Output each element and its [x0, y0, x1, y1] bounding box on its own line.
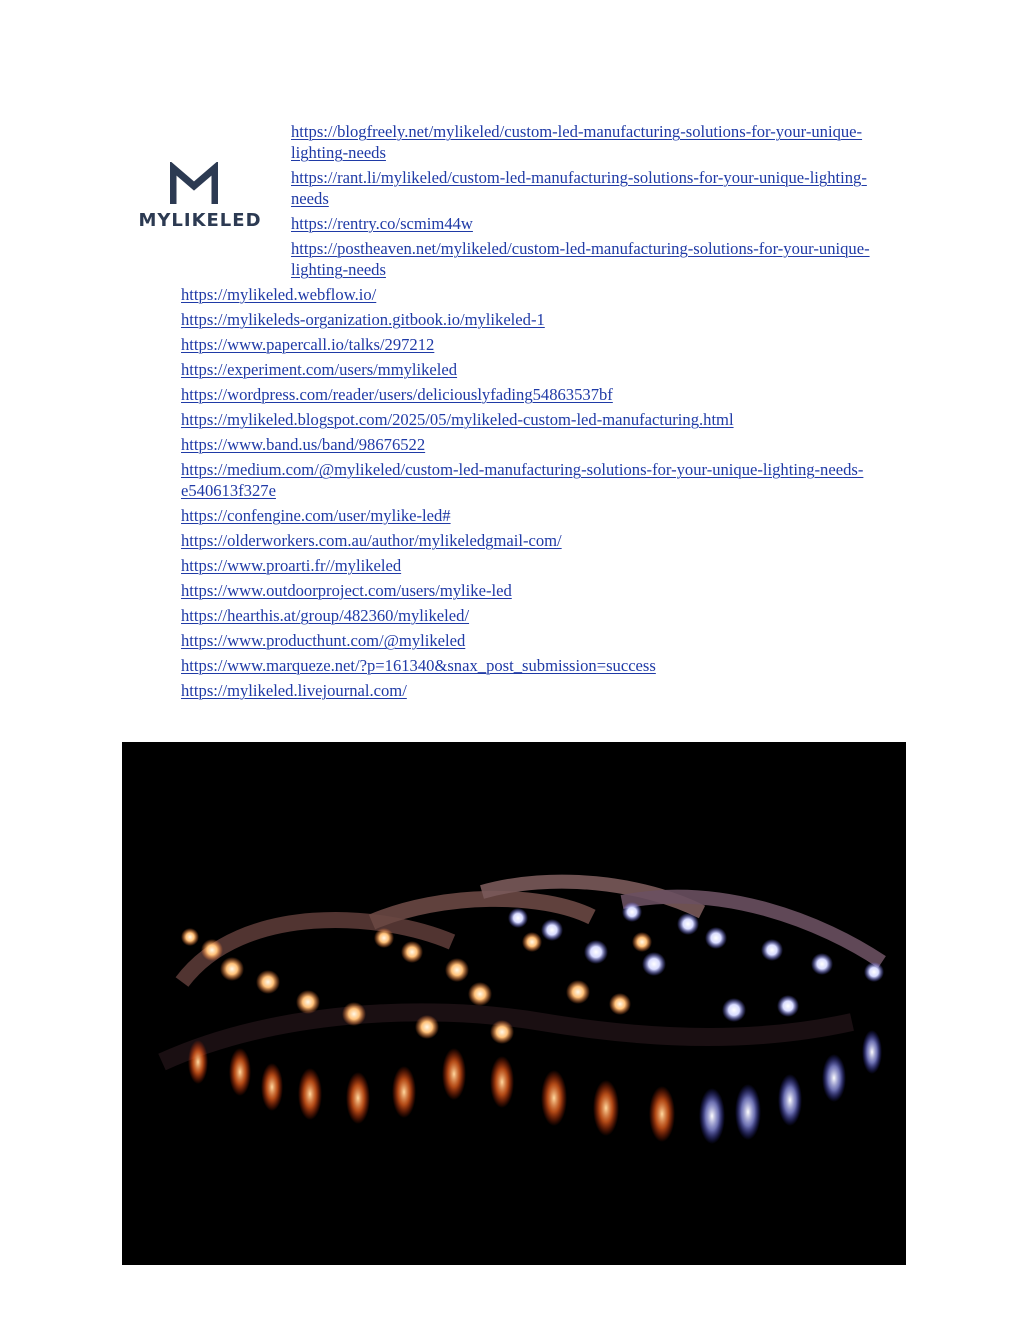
top-link-list	[291, 121, 891, 284]
link-item[interactable]: https://experiment.com/users/mmylikeled	[181, 360, 458, 379]
link-item[interactable]: https://www.outdoorproject.com/users/mylike-led	[181, 581, 512, 600]
link-item[interactable]: https://rentry.co/scmim44w	[291, 214, 473, 233]
link-list	[181, 284, 901, 705]
link-item[interactable]: https://wordpress.com/reader/users/deliciouslyfading54863537bf	[181, 385, 613, 404]
link-item[interactable]: https://hearthis.at/group/482360/mylikeled/	[181, 606, 470, 625]
link-item[interactable]: https://postheaven.net/mylikeled/custom-led-manufacturing-solutions-for-your-unique-lighting-needs	[291, 239, 870, 279]
link-item[interactable]: https://olderworkers.com.au/author/mylikeledgmail-com/	[181, 531, 562, 550]
link-item[interactable]: https://www.band.us/band/98676522	[181, 435, 426, 454]
mylikeled-logo	[130, 160, 270, 240]
link-item[interactable]: https://medium.com/@mylikeled/custom-led-manufacturing-solutions-for-your-unique-lighting-needs-e540613f327e	[181, 460, 864, 500]
link-item[interactable]: https://confengine.com/user/mylike-led#	[181, 506, 451, 525]
led-strip-photo	[122, 742, 906, 1265]
link-item[interactable]: https://mylikeled.blogspot.com/2025/05/mylikeled-custom-led-manufacturing.html	[181, 410, 734, 429]
link-item[interactable]: https://www.marqueze.net/?p=161340&snax_post_submission=success	[181, 656, 656, 675]
led-strip-illustration	[122, 742, 906, 1265]
link-item[interactable]: https://blogfreely.net/mylikeled/custom-led-manufacturing-solutions-for-your-unique-lighting-needs	[291, 122, 863, 162]
m-logo-icon	[170, 162, 218, 206]
link-item[interactable]: https://www.producthunt.com/@mylikeled	[181, 631, 466, 650]
link-item[interactable]: https://mylikeled.webflow.io/	[181, 285, 377, 304]
link-item[interactable]: https://mylikeleds-organization.gitbook.io/mylikeled-1	[181, 310, 545, 329]
link-item[interactable]: https://rant.li/mylikeled/custom-led-manufacturing-solutions-for-your-unique-lighting-needs	[291, 168, 867, 208]
brand-wordmark: MYLIKELED	[138, 210, 262, 231]
link-item[interactable]: https://mylikeled.livejournal.com/	[181, 681, 407, 700]
link-item[interactable]: https://www.proarti.fr//mylikeled	[181, 556, 402, 575]
link-item[interactable]: https://www.papercall.io/talks/297212	[181, 335, 435, 354]
